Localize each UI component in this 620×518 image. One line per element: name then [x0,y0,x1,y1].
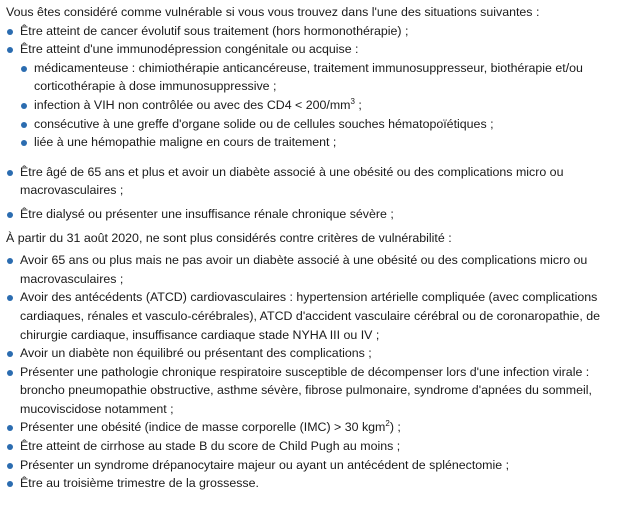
vulnerable-list [6,22,614,152]
vulnerable-list-3 [6,205,614,224]
sublist-item-medicamenteuse: médicamenteuse : chimiothérapie anticancéreuse, traitement immunosuppresseur, biothérapie et/ou corticothérapie à dose immunosuppressive ; [20,59,614,96]
obesite-suffix: ) ; [389,420,401,435]
list-item-age-diabete: Être âgé de 65 ans et plus et avoir un diabète associé à une obésité ou des complications micro ou macrovasculaires ; [6,163,614,200]
sublist-item-vih [20,96,614,115]
obesite-superscript: 2 [385,419,390,429]
list-item-age-65: Avoir 65 ans ou plus mais ne pas avoir un diabète associé à une obésité ou des complications micro ou macrovasculaires ; [6,251,614,288]
obesite-text: Présenter une obésité (indice de masse corporelle (IMC) > 30 kgm [20,420,386,435]
list-item-atcd: Avoir des antécédents (ATCD) cardiovasculaires : hypertension artérielle compliquée (avec complications cardiaques, rénales et vasculo-cérébrales), ATCD d'accident vasculaire cérébral ou de coronaropathie, de chirurgie cardiaque, insuffisance cardiaque stade NYHA III ou IV ; [6,288,614,344]
list-item-immunodepression [6,40,614,152]
since-heading: À partir du 31 août 2020, ne sont plus considérés contre critères de vulnérabilité : [6,230,452,245]
vih-superscript: 3 [350,96,355,106]
immunodepression-label: Être atteint d'une immunodépression congénitale ou acquise : [20,42,359,57]
immunodepression-sublist [20,59,614,152]
list-item-obesite [6,418,614,437]
vih-suffix: ; [354,97,362,112]
list-item-grossesse: Être au troisième trimestre de la grossesse. [6,474,614,493]
list-item-diabete: Avoir un diabète non équilibré ou présentant des complications ; [6,344,614,363]
list-item-cancer: Être atteint de cancer évolutif sous traitement (hors hormonothérapie) ; [6,22,614,41]
intro-text: Vous êtes considéré comme vulnérable si vous vous trouvez dans l'une des situations suivantes : [6,5,540,19]
vulnerable-list-2 [6,163,614,200]
list-item-respiratoire: Présenter une pathologie chronique respiratoire susceptible de décompenser lors d'une infection virale : broncho pneumopathie obstructive, asthme sévère, fibrose pulmonaire, syndrome d'apnées du sommeil, mucoviscidose notamment ; [6,363,614,419]
vih-text: infection à VIH non contrôlée ou avec des CD4 < 200/mm [34,97,351,112]
list-item-dialyse: Être dialysé ou présenter une insuffisance rénale chronique sévère ; [6,205,614,224]
sublist-item-greffe: consécutive à une greffe d'organe solide ou de cellules souches hématopoïétiques ; [20,115,614,134]
sublist-item-hemopathie: liée à une hémopathie maligne en cours de traitement ; [20,133,614,152]
not-vulnerable-list [6,251,614,493]
list-item-drepanocytaire: Présenter un syndrome drépanocytaire majeur ou ayant un antécédent de splénectomie ; [6,456,614,475]
list-item-cirrhose: Être atteint de cirrhose au stade B du score de Child Pugh au moins ; [6,437,614,456]
